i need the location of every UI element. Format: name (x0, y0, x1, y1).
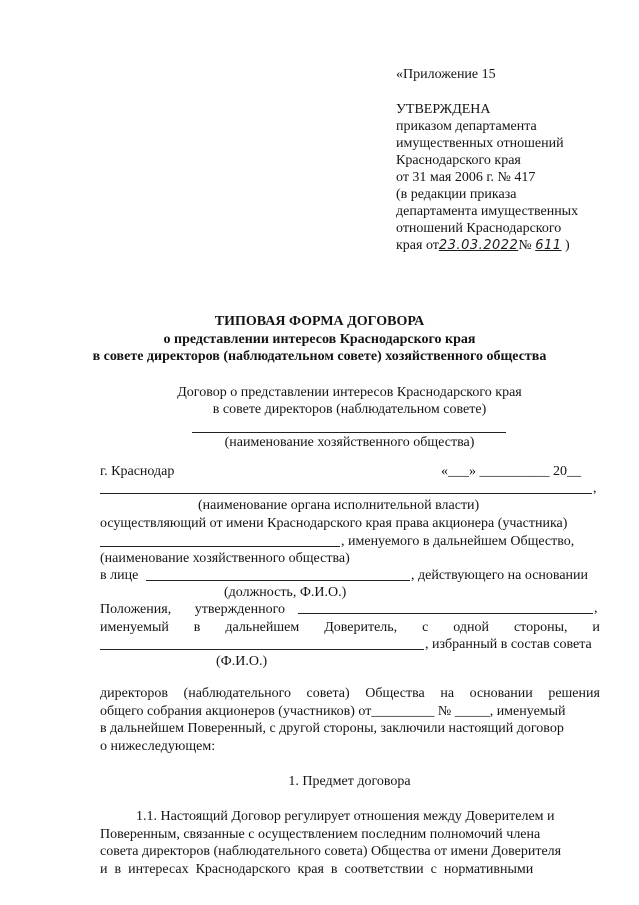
word: дальнейшем (225, 620, 300, 635)
para-line-1 (100, 685, 600, 703)
word: именуемый (100, 620, 169, 635)
regulation-words (100, 601, 285, 619)
city-label: г. Краснодар (100, 464, 175, 479)
para-line-2: общего собрания акционеров (участников) от_________ № _____, именуемый (100, 704, 566, 719)
company-blank-2 (100, 546, 340, 547)
word: основании (469, 686, 533, 701)
approval-line: имущественных отношений (396, 136, 564, 151)
approval-block (396, 66, 631, 254)
company-name-hint-2: (наименование хозяйственного общества) (100, 551, 350, 566)
company-name-blank (192, 432, 506, 433)
in-person-label: в лице (100, 568, 139, 583)
fio-hint: (Ф.И.О.) (216, 654, 268, 669)
section-line-3: совета директоров (наблюдательного совета) Общества от имени Доверителя (100, 844, 562, 859)
word: утвержденного (194, 602, 285, 617)
approval-last-line (396, 237, 631, 254)
elected-text: , избранный в состав совета (425, 637, 592, 652)
number-sign: № (518, 238, 532, 253)
section-line-2: Поверенным, связанные с осуществлением последним полномочий члена (100, 827, 541, 842)
word: Общества (365, 686, 425, 701)
approval-line: отношений Краснодарского (396, 221, 562, 236)
company-name-hint: (наименование хозяйственного общества) (224, 435, 475, 450)
document-title-line3: в совете директоров (наблюдательном совете) хозяйственного общества (92, 349, 547, 364)
section-line-1: 1.1. Настоящий Договор регулирует отношения между Доверителем и (136, 809, 555, 824)
handwritten-date: 23.03.2022 (438, 238, 519, 253)
approval-last-prefix: края от (396, 238, 439, 253)
word: совета) (306, 686, 350, 701)
section-heading: 1. Предмет договора (288, 774, 411, 789)
word: и (592, 620, 600, 635)
para-line-4: о нижеследующем: (100, 739, 216, 754)
acting-line: осуществляющий от имени Краснодарского края права акционера (участника) (100, 516, 568, 531)
handwritten-number: 611 (535, 238, 562, 253)
word: стороны, (513, 620, 568, 635)
para-line-3: в дальнейшем Поверенный, с другой стороны, заключили настоящий договор (100, 721, 564, 736)
named-company-text: , именуемого в дальнейшем Общество, (341, 534, 575, 549)
word: в (193, 620, 201, 635)
approval-line: приказом департамента (396, 119, 537, 134)
close-paren: ) (565, 238, 570, 253)
regulation-blank (298, 613, 593, 614)
contract-subtitle-line1: Договор о представлении интересов Краснодарского края (177, 385, 522, 400)
approved-label: УТВЕРЖДЕНА (396, 102, 491, 117)
comma: , (593, 481, 597, 496)
appendix-label: «Приложение 15 (396, 67, 496, 82)
word: (наблюдательного (183, 686, 291, 701)
document-title: ТИПОВАЯ ФОРМА ДОГОВОРА (214, 314, 425, 329)
approval-line: (в редакции приказа (396, 187, 517, 202)
date-template: «___» __________ 20__ (441, 464, 581, 479)
section-line-4: и в интересах Краснодарского края в соответствии с нормативными (100, 862, 534, 877)
principal-line (100, 619, 600, 637)
approval-line: департамента имущественных (396, 204, 579, 219)
org-name-blank (100, 493, 592, 494)
approval-line: от 31 мая 2006 г. № 417 (396, 170, 536, 185)
position-hint: (должность, Ф.И.О.) (224, 585, 347, 600)
attorney-blank (100, 649, 424, 650)
word: Доверитель, (324, 620, 398, 635)
word: на (440, 686, 455, 701)
word: с (422, 620, 429, 635)
comma: , (594, 601, 598, 616)
person-blank (146, 580, 410, 581)
approval-line: Краснодарского края (396, 153, 521, 168)
acting-basis-text: , действующего на основании (411, 568, 589, 583)
org-name-hint: (наименование органа исполнительной власти) (198, 498, 480, 513)
document-title-line2: о представлении интересов Краснодарского края (163, 332, 476, 347)
word: решения (548, 686, 600, 701)
contract-subtitle-line2: в совете директоров (наблюдательном совете) (212, 402, 487, 417)
word: директоров (100, 686, 168, 701)
word: Положения, (100, 602, 172, 617)
word: одной (453, 620, 489, 635)
